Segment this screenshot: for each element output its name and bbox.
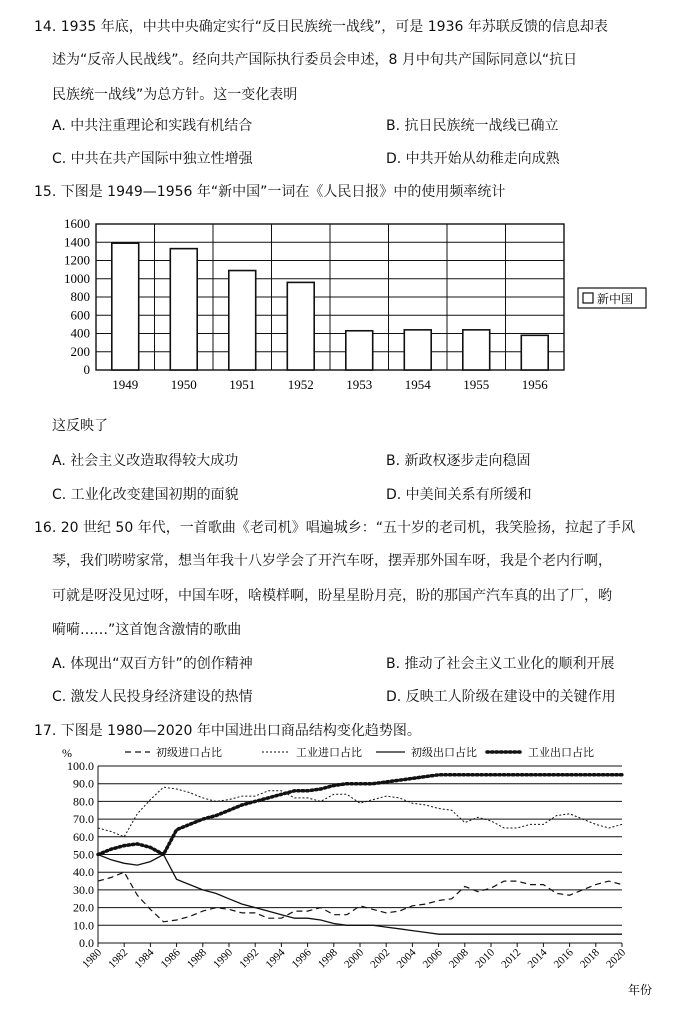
line-chart-x-unit: 年份 [628,983,653,997]
q14-option-b: B. 抗日民族统一战线已确立 [386,118,559,134]
bar-x-tick-label: 1954 [404,377,431,392]
q15-option-d: D. 中美间关系有所缓和 [386,487,532,503]
line-x-tick-label: 2012 [499,946,524,971]
line-y-tick-label: 10.0 [73,918,94,933]
q15-stem: 15. 下图是 1949—1956 年“新中国”一词在《人民日报》中的使用频率统计 [34,184,506,200]
bar-y-tick-label: 0 [83,362,90,377]
q16-option-a: A. 体现出“双百方针”的创作精神 [52,656,253,672]
line-x-tick-label: 1988 [184,946,209,971]
bar-x-tick-label: 1953 [346,377,373,392]
q15-option-a: A. 社会主义改造取得较大成功 [52,453,239,469]
bar-x-tick-label: 1951 [229,377,256,392]
q14-option-a: A. 中共注重理论和实践有机结合 [52,118,253,134]
line-x-tick-label: 1994 [263,946,288,971]
line-x-tick-label: 1980 [80,946,105,971]
bar-chart-new-china-frequency [0,210,692,410]
line-chart-y-ticks [67,759,94,950]
bar-y-tick-label: 600 [70,307,90,323]
q15-option-b: B. 新政权逐步走向稳固 [386,453,531,469]
line-chart-y-unit: % [62,746,72,760]
legend-label-industrial-export: 工业出口占比 [528,746,594,759]
q16-option-c: C. 激发人民投身经济建设的热情 [52,689,253,705]
line-y-tick-label: 0.0 [79,936,94,950]
q15-option-c: C. 工业化改变建国初期的面貌 [52,487,239,503]
line-y-tick-label: 70.0 [73,812,94,827]
bar-x-tick-label: 1949 [112,377,139,392]
bar-y-tick-label: 1000 [64,270,90,286]
bar-y-tick-label: 1200 [64,252,90,268]
q16-line-2: 琴，我们唠唠家常，想当年我十八岁学会了开汽车呀，摆弄那外国车呀，我是个老内行啊， [52,553,612,569]
line-x-tick-label: 1984 [132,946,157,971]
bar-y-tick-label: 400 [70,325,90,341]
bar-y-tick-label: 800 [70,289,90,304]
series-line-3 [98,775,622,855]
q14-line-3: 民族统一战线”为总方针。这一变化表明 [52,87,298,103]
bar-x-tick-label: 1952 [287,377,314,392]
line-y-tick-label: 30.0 [73,882,94,897]
line-x-tick-label: 2006 [420,946,445,971]
series-line-2 [98,855,622,935]
q16-line-4: 嗬嗬……”这首饱含激情的歌曲 [52,622,242,638]
line-y-tick-label: 90.0 [73,776,94,791]
bar-chart-x-ticks [112,377,548,392]
line-y-tick-label: 80.0 [73,794,94,809]
q16-line-1: 16. 20 世纪 50 年代，一首歌曲《老司机》唱遍城乡：“五十岁的老司机，我笑脸扬，拉起了手风 [34,520,635,536]
bar-y-tick-label: 1600 [64,216,90,231]
bar-1950 [170,249,197,370]
legend-label-new-china: 新中国 [597,292,634,306]
q15-after-stem: 这反映了 [52,418,108,434]
line-x-tick-label: 2018 [577,946,602,971]
line-y-tick-label: 50.0 [73,847,94,862]
line-chart-legend [125,745,594,759]
q14-line-1: 14. 1935 年底，中共中央确定实行“反日民族统一战线”，可是 1936 年苏联反馈的信息却表 [34,19,608,35]
q14-option-c: C. 中共在共产国际中独立性增强 [52,151,253,167]
line-y-tick-label: 100.0 [67,759,94,773]
bar-x-tick-label: 1950 [170,377,197,392]
line-x-tick-label: 2000 [342,946,367,971]
bar-1954 [404,330,431,370]
bar-y-tick-label: 200 [70,343,90,359]
line-x-tick-label: 2004 [394,946,419,971]
bar-1951 [229,271,256,370]
q16-line-3: 可就是呀没见过呀，中国车呀，啥模样啊，盼星星盼月亮，盼的那国产汽车真的出了厂，哟 [52,588,612,604]
line-chart-x-ticks [80,946,628,970]
legend-swatch-new-china [583,293,593,303]
bar-1952 [287,282,314,370]
bar-chart-y-ticks [64,216,90,377]
line-x-tick-label: 2010 [473,946,498,971]
line-x-tick-label: 2014 [525,946,550,971]
bar-1956 [521,335,548,370]
line-x-tick-label: 2008 [446,946,471,971]
legend-label-industrial-import: 工业进口占比 [296,746,362,759]
bar-1953 [346,331,373,370]
bar-chart-grid [96,224,564,370]
q14-line-2: 述为“反帝人民战线”。经向共产国际执行委员会申述，8 月中旬共产国际同意以“抗日 [52,52,578,68]
line-x-tick-label: 2020 [604,946,629,971]
line-x-tick-label: 1992 [237,946,262,971]
bar-1949 [112,243,139,370]
q14-option-d: D. 中共开始从幼稚走向成熟 [386,151,560,167]
legend-label-primary-export: 初级出口占比 [411,746,477,759]
q16-option-b: B. 推动了社会主义工业化的顺利开展 [386,656,615,672]
bar-y-tick-label: 1400 [64,234,90,250]
line-x-tick-label: 2016 [551,946,576,971]
line-chart-trade-structure [0,742,692,1012]
line-y-tick-label: 40.0 [73,865,94,880]
legend-label-primary-import: 初级进口占比 [156,746,222,759]
line-x-tick-label: 1986 [158,946,183,971]
bar-x-tick-label: 1956 [521,377,548,392]
line-x-tick-label: 1990 [211,946,236,971]
bar-1955 [463,330,490,370]
bar-x-tick-label: 1955 [463,377,490,392]
q16-option-d: D. 反映工人阶级在建设中的关键作用 [386,689,616,705]
line-x-tick-label: 2002 [368,946,393,971]
line-y-tick-label: 20.0 [73,900,94,915]
line-x-tick-label: 1982 [106,946,131,971]
bar-chart-legend [578,288,646,308]
q17-stem: 17. 下图是 1980—2020 年中国进出口商品结构变化趋势图。 [34,723,421,739]
line-x-tick-label: 1996 [289,946,314,971]
line-x-tick-label: 1998 [315,946,340,971]
line-y-tick-label: 60.0 [73,829,94,844]
